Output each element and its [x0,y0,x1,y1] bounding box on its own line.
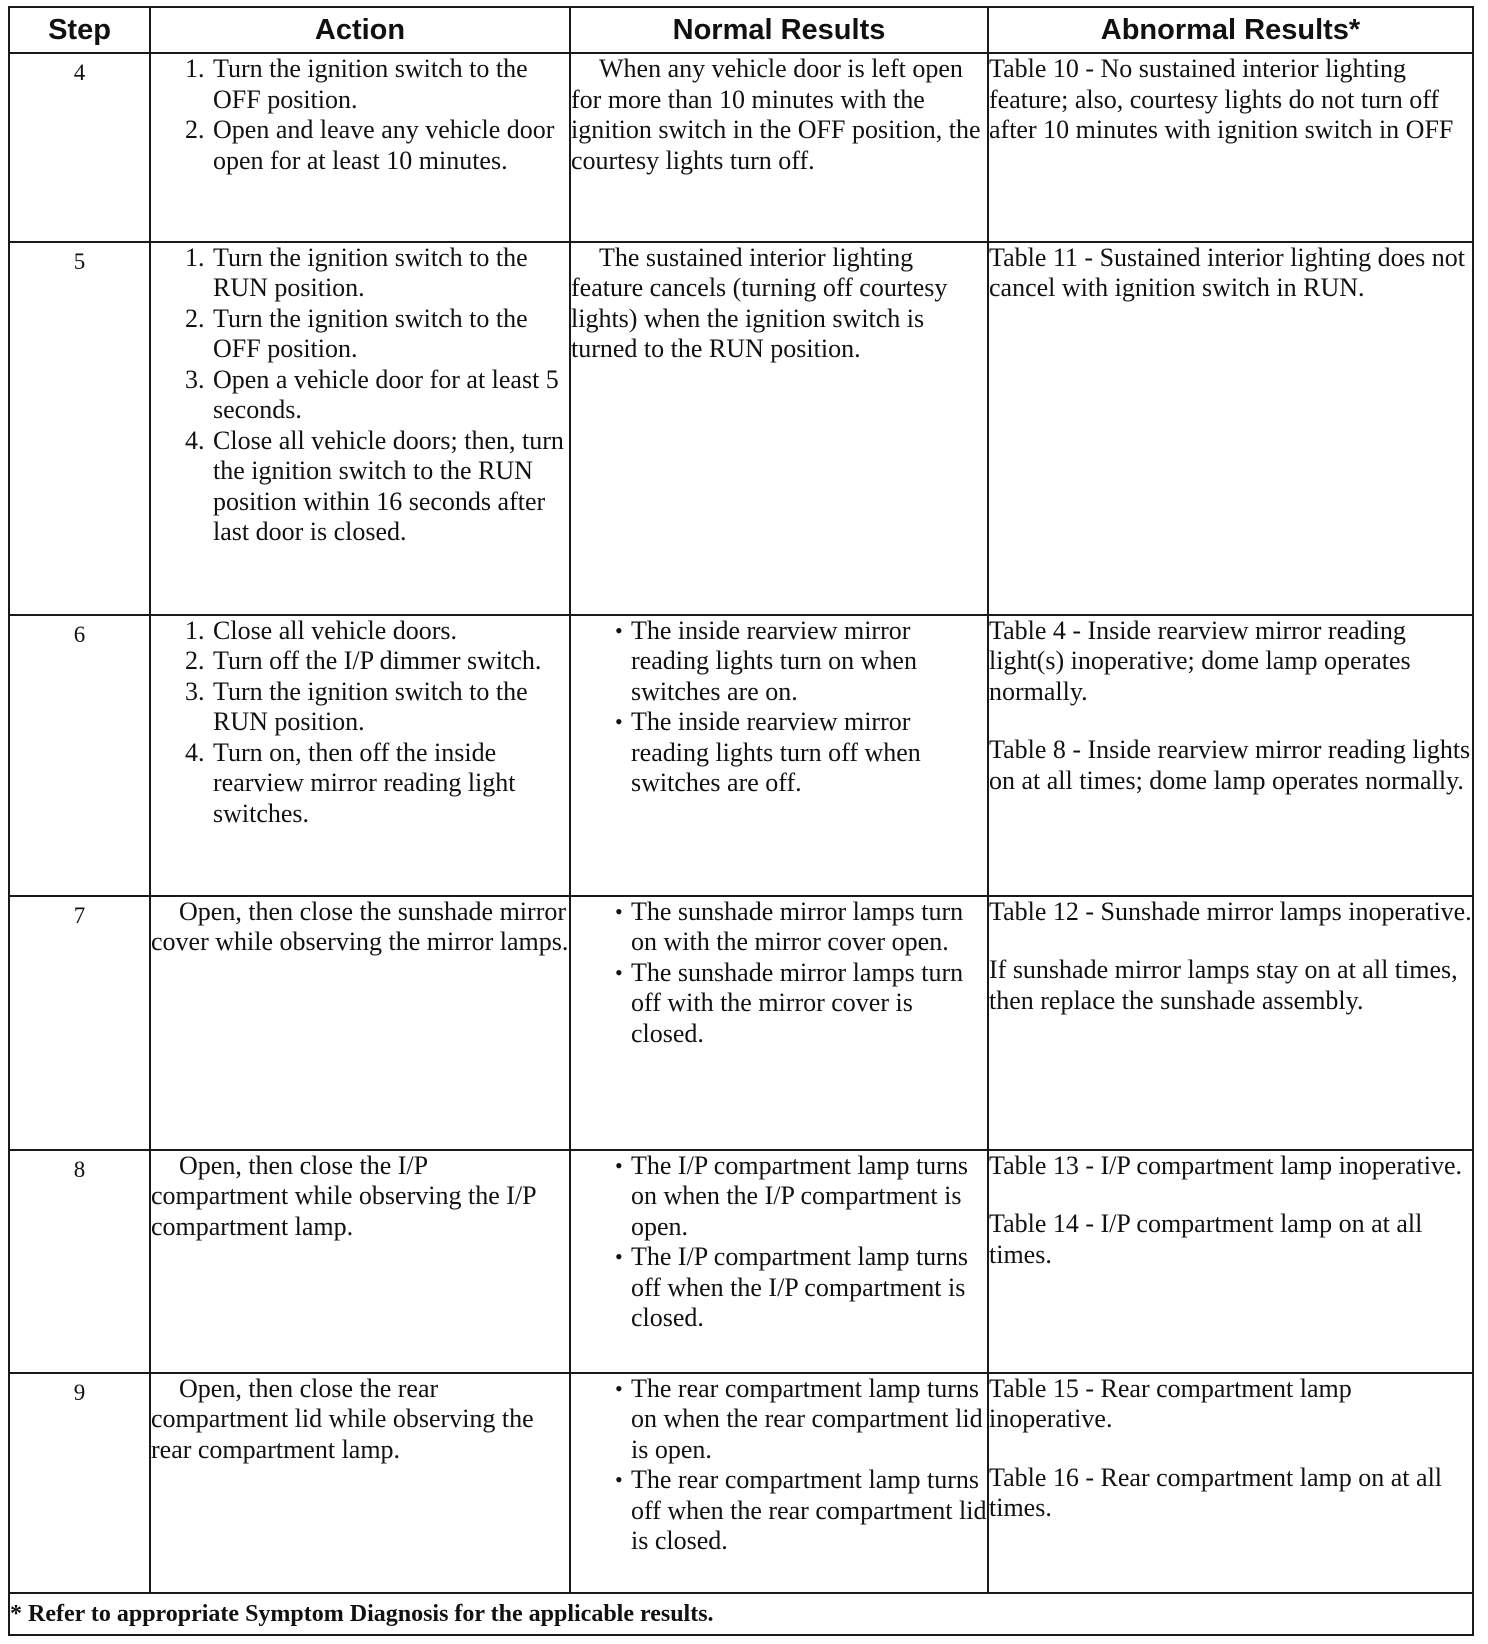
header-row [9,7,1473,53]
normal-results-cell [570,896,988,1150]
normal-result-item: • The I/P compartment lamp turns on when the I/P compartment is open. [631,1151,987,1243]
abnormal-results-cell [988,1150,1473,1373]
normal-results-cell [570,53,988,242]
action-cell [150,1373,570,1593]
normal-results-list [571,1151,987,1334]
table-row [9,615,1473,896]
abnormal-result-reference: Table 4 - Inside rearview mirror reading light(s) inoperative; dome lamp operates normally. [989,615,1411,706]
abnormal-result-reference: If sunshade mirror lamps stay on at all times, then replace the sunshade assembly. [989,955,1458,1015]
action-step-item: 3. Turn the ignition switch to the RUN position. [211,677,569,738]
table-row [9,242,1473,615]
action-step-item: 2. Turn off the I/P dimmer switch. [211,646,569,677]
action-step-item: 1. Turn the ignition switch to the OFF position. [211,54,569,115]
normal-result-item: • The I/P compartment lamp turns off when the I/P compartment is closed. [631,1242,987,1334]
normal-result-item: • The sunshade mirror lamps turn on with the mirror cover open. [631,897,987,958]
action-step-item: 1. Close all vehicle doors. [211,616,569,647]
action-step-item: 4. Turn on, then off the inside rearview mirror reading light switches. [211,738,569,830]
step-number [9,615,150,896]
step-number-text: 7 [73,902,86,928]
normal-results-list [571,616,987,799]
action-cell [150,53,570,242]
table-body [9,53,1473,1593]
normal-results-cell [570,1150,988,1373]
action-step-item: 3. Open a vehicle door for at least 5 seconds. [211,365,569,426]
normal-result-text: When any vehicle door is left open for more than 10 minutes with the ignition switch in the OFF position, the courtesy lights turn off. [571,54,981,175]
normal-result-item: • The inside rearview mirror reading lights turn on when switches are on. [631,616,987,708]
abnormal-result-reference: Table 11 - Sustained interior lighting does not cancel with ignition switch in RUN. [989,242,1465,303]
abnormal-result-reference: Table 8 - Inside rearview mirror reading lights on at all times; dome lamp operates normally. [989,735,1471,795]
step-number [9,1150,150,1373]
abnormal-result-reference: Table 12 - Sunshade mirror lamps inoperative. [989,896,1472,926]
action-steps-list [151,243,569,548]
table-row [9,1373,1473,1593]
normal-result-item: • The rear compartment lamp turns on when the rear compartment lid is open. [631,1374,987,1466]
step-number-text: 6 [73,621,86,647]
abnormal-results-cell [988,242,1473,615]
abnormal-results-cell [988,896,1473,1150]
action-steps-list [151,54,569,176]
action-cell [150,896,570,1150]
footnote: * Refer to appropriate Symptom Diagnosis for the applicable results. [9,1593,1473,1635]
footnote-row [9,1593,1473,1635]
abnormal-result-reference: Table 13 - I/P compartment lamp inoperative. [989,1150,1463,1180]
step-number-text: 5 [73,248,86,274]
normal-results-list [571,897,987,1050]
normal-result-item: • The inside rearview mirror reading lights turn off when switches are off. [631,707,987,799]
step-number [9,242,150,615]
action-cell [150,242,570,615]
action-text: Open, then close the rear compartment lid while observing the rear compartment lamp. [151,1373,534,1464]
abnormal-results-cell [988,615,1473,896]
step-number [9,53,150,242]
action-text: Open, then close the I/P compartment while observing the I/P compartment lamp. [151,1150,536,1241]
header-step: Step [9,7,150,53]
step-number-text: 9 [73,1379,86,1405]
action-text: Open, then close the sunshade mirror cover while observing the mirror lamps. [151,896,569,957]
step-number [9,1373,150,1593]
abnormal-result-reference: Table 16 - Rear compartment lamp on at all times. [989,1462,1443,1523]
normal-result-item: • The rear compartment lamp turns off when the rear compartment lid is closed. [631,1465,987,1557]
action-step-item: 2. Open and leave any vehicle door open for at least 10 minutes. [211,115,569,176]
header-abnormal-results: Abnormal Results* [988,7,1473,53]
table-row [9,896,1473,1150]
table-row [9,1150,1473,1373]
step-number [9,896,150,1150]
normal-results-cell [570,1373,988,1593]
abnormal-results-cell [988,1373,1473,1593]
normal-result-item: • The sunshade mirror lamps turn off with the mirror cover is closed. [631,958,987,1050]
abnormal-result-reference: Table 14 - I/P compartment lamp on at all times. [989,1209,1423,1269]
table-row [9,53,1473,242]
normal-results-list [571,1374,987,1557]
normal-results-cell [570,242,988,615]
diagnostic-table [8,6,1474,1636]
action-step-item: 4. Close all vehicle doors; then, turn the ignition switch to the RUN position within 16 seconds after last door is closed. [211,426,569,548]
step-number-text: 4 [73,60,86,85]
action-cell [150,1150,570,1373]
step-number-text: 8 [73,1156,86,1182]
action-cell [150,615,570,896]
header-normal-results: Normal Results [570,7,988,53]
abnormal-result-reference: Table 15 - Rear compartment lamp inoperative. [989,1373,1352,1434]
header-action: Action [150,7,570,53]
abnormal-result-reference: Table 10 - No sustained interior lighting feature; also, courtesy lights do not turn off after 10 minutes with ignition switch in OFF [989,54,1454,144]
normal-results-cell [570,615,988,896]
abnormal-results-cell [988,53,1473,242]
action-steps-list [151,616,569,830]
normal-result-text: The sustained interior lighting feature cancels (turning off courtesy lights) when the ignition switch is turned to the RUN position. [571,242,948,364]
action-step-item: 2. Turn the ignition switch to the OFF position. [211,304,569,365]
action-step-item: 1. Turn the ignition switch to the RUN position. [211,243,569,304]
